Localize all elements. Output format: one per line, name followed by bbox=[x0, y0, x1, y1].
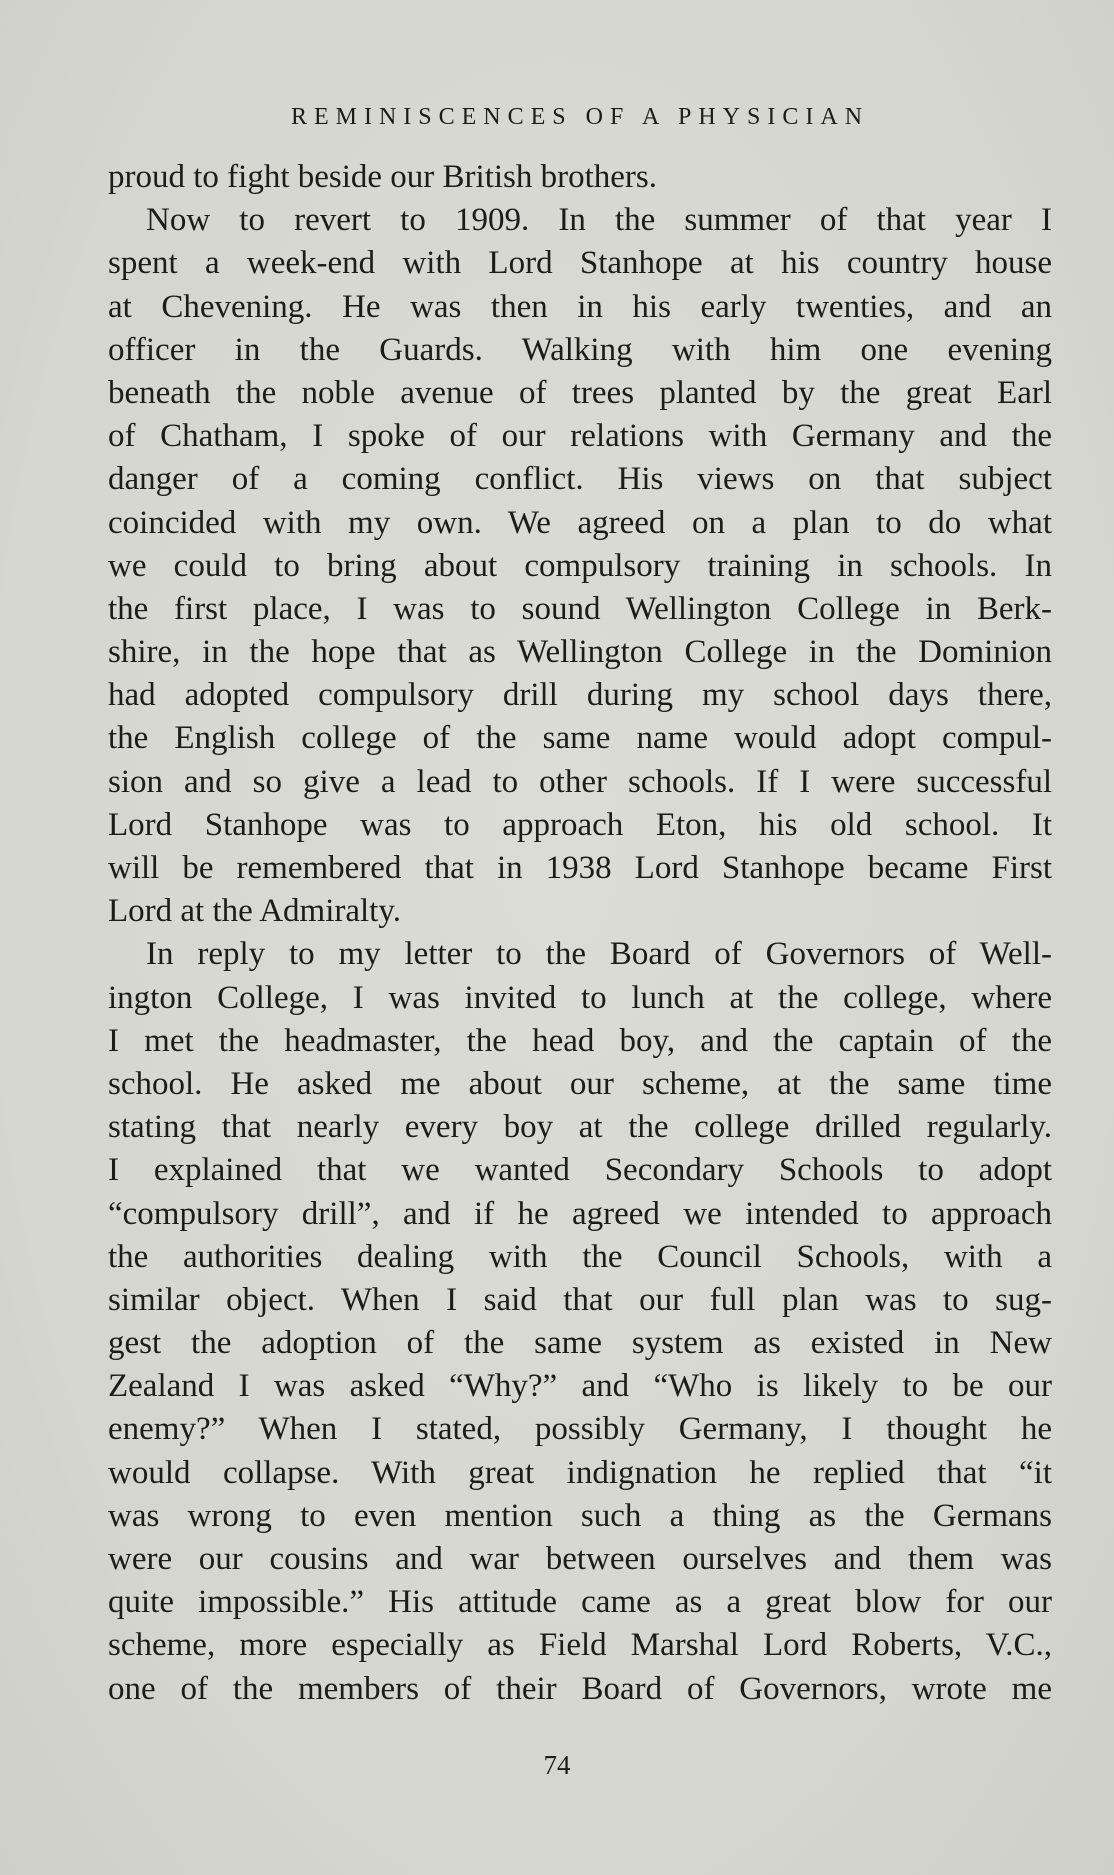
text-line: school. He asked me about our scheme, at the same time bbox=[108, 1065, 1052, 1102]
text-line: gest the adoption of the same system as existed in New bbox=[108, 1325, 1052, 1362]
page-number: 74 bbox=[543, 1750, 571, 1780]
text-line: officer in the Guards. Walking with him one evening bbox=[108, 331, 1052, 368]
text-line: I explained that we wanted Secondary Schools to adopt bbox=[108, 1152, 1052, 1189]
text-line: quite impossible.” His attitude came as a great blow for our bbox=[108, 1584, 1052, 1621]
text-line: stating that nearly every boy at the college drilled regularly. bbox=[108, 1109, 1052, 1146]
text-line: the English college of the same name would adopt compul- bbox=[108, 720, 1052, 757]
text-line: proud to fight beside our British brothers. bbox=[108, 159, 658, 195]
text-line: the authorities dealing with the Council Schools, with a bbox=[108, 1238, 1052, 1275]
text-line: spent a week-end with Lord Stanhope at his country house bbox=[108, 245, 1052, 282]
text-line: “compulsory drill”, and if he agreed we intended to approach bbox=[108, 1195, 1052, 1232]
text-line: will be remembered that in 1938 Lord Stanhope became First bbox=[108, 850, 1052, 886]
running-head: REMINISCENCES OF A PHYSICIAN bbox=[290, 104, 870, 130]
text-line: at Chevening. He was then in his early twenties, and an bbox=[108, 288, 1052, 325]
text-line: had adopted compulsory drill during my school days there, bbox=[108, 677, 1052, 714]
text-line: Now to revert to 1909. In the summer of that year I bbox=[146, 202, 1052, 239]
text-line: beneath the noble avenue of trees planted by the great Earl bbox=[108, 374, 1052, 411]
text-line: Lord Stanhope was to approach Eton, his old school. It bbox=[108, 806, 1052, 843]
text-line: of Chatham, I spoke of our relations with Germany and the bbox=[108, 418, 1052, 455]
text-line: sion and so give a lead to other schools. If I were successful bbox=[108, 763, 1052, 800]
text-line: we could to bring about compulsory training in schools. In bbox=[108, 547, 1052, 584]
text-line: one of the members of their Board of Governors, wrote me bbox=[108, 1670, 1052, 1707]
text-line: I met the headmaster, the head boy, and the captain of the bbox=[108, 1022, 1052, 1059]
text-line: would collapse. With great indignation he replied that “it bbox=[108, 1454, 1052, 1491]
body-text bbox=[108, 156, 1052, 1711]
text-line: was wrong to even mention such a thing as the Germans bbox=[108, 1497, 1052, 1534]
text-line: scheme, more especially as Field Marshal Lord Roberts, V.C., bbox=[108, 1627, 1052, 1664]
text-line: danger of a coming conflict. His views on that subject bbox=[108, 461, 1052, 498]
text-line: Lord at the Admiralty. bbox=[108, 893, 401, 930]
text-line: enemy?” When I stated, possibly Germany, I thought he bbox=[108, 1411, 1052, 1448]
text-line: In reply to my letter to the Board of Governors of Well- bbox=[146, 936, 1052, 973]
text-line: ington College, I was invited to lunch at the college, where bbox=[108, 979, 1052, 1016]
text-line: were our cousins and war between ourselves and them was bbox=[108, 1541, 1052, 1577]
text-line: coincided with my own. We agreed on a plan to do what bbox=[108, 504, 1052, 541]
text-line: Zealand I was asked “Why?” and “Who is likely to be our bbox=[108, 1368, 1052, 1405]
text-line: similar object. When I said that our full plan was to sug- bbox=[108, 1281, 1052, 1318]
text-line: the first place, I was to sound Wellington College in Berk- bbox=[108, 590, 1052, 627]
text-line: shire, in the hope that as Wellington College in the Dominion bbox=[108, 634, 1052, 671]
